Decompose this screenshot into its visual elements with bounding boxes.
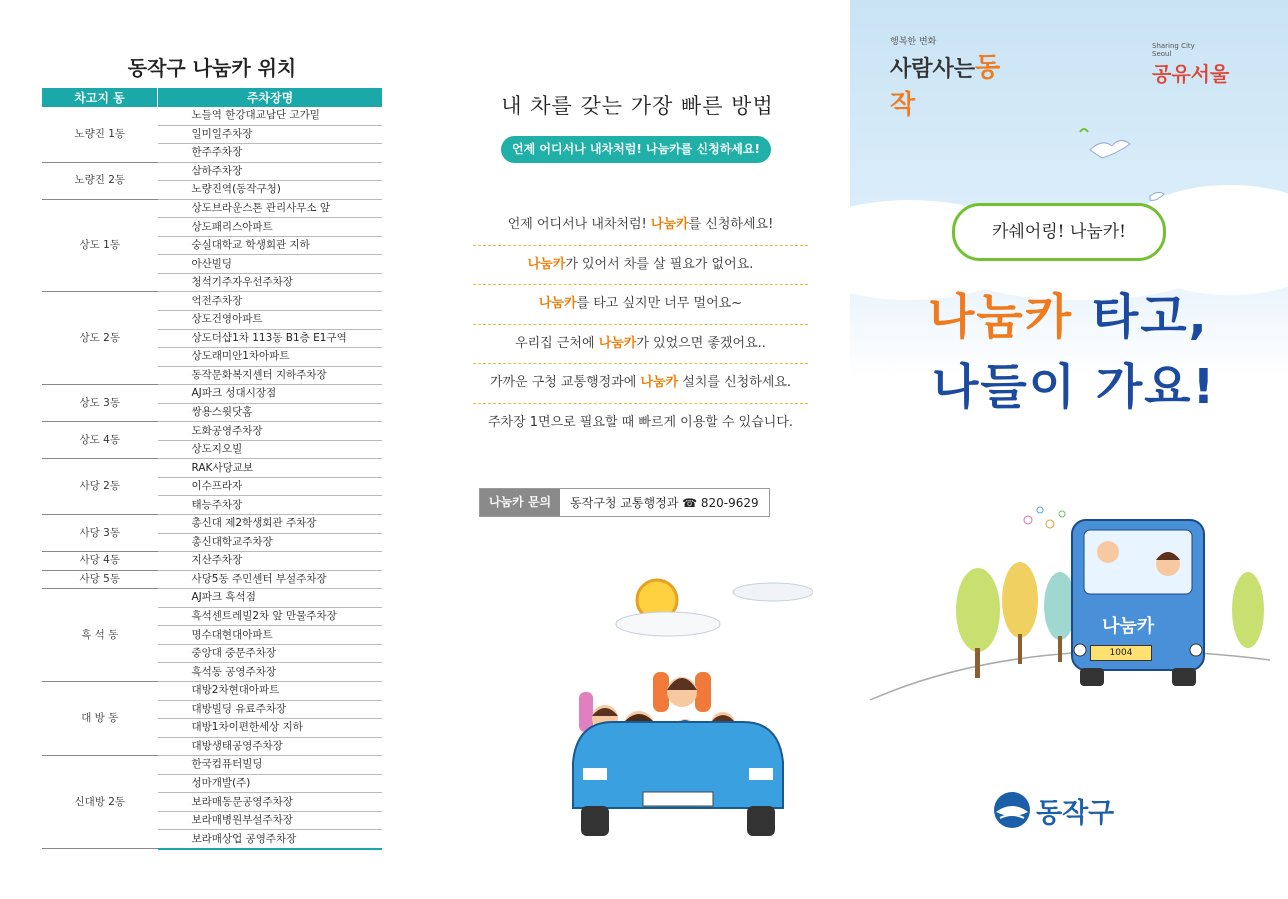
sharing-city-seoul-logo	[1152, 42, 1262, 87]
district-logo-text: 동작구	[1036, 797, 1115, 829]
lot-cell: 중앙대 중문주차장	[158, 644, 383, 663]
lot-cell: 상도지오빌	[158, 440, 383, 459]
table-row	[42, 552, 382, 571]
dong-cell: 노량진 2동	[42, 162, 158, 199]
phrase-brand: 나눔카	[640, 375, 679, 390]
lot-cell: 쌍용스윗닷홈	[158, 403, 383, 422]
lot-cell: 숭실대학교 학생회관 지하	[158, 236, 383, 255]
dong-cell: 사당 5동	[42, 570, 158, 589]
location-title: 동작구 나눔카 위치	[127, 56, 297, 80]
lot-cell: 사당5동 주민센터 부설주차장	[158, 570, 383, 589]
dong-cell: 사당 2동	[42, 459, 158, 515]
headline-brand: 나눔카	[928, 289, 1074, 345]
lot-cell: 한국컴퓨터빌딩	[158, 756, 383, 775]
lot-cell: 흑석센트레빌2차 앞 만물주차장	[158, 607, 383, 626]
lot-cell: 상도래미안1차아파트	[158, 348, 383, 367]
lot-cell: 보라매상업 공영주차장	[158, 830, 383, 849]
table-row	[42, 385, 382, 404]
dongjak-district-logo	[992, 790, 1114, 830]
lot-cell: 대방1차이편한세상 지하	[158, 719, 383, 738]
table-row	[42, 107, 382, 125]
phrase-item	[473, 364, 808, 404]
lot-cell: 억전주차장	[158, 292, 383, 311]
lot-cell: 상도건영아파트	[158, 311, 383, 330]
table-row	[42, 570, 382, 589]
phrase-pre: 우리집 근처에	[515, 335, 599, 351]
table-header-row	[42, 88, 382, 107]
slogan-bubble: 카쉐어링! 나눔카!	[952, 203, 1166, 261]
logo-right-ko: 공유서울	[1152, 62, 1230, 86]
phrase-brand: 나눔카	[527, 256, 566, 272]
dong-cell: 상도 1동	[42, 199, 158, 292]
location-table	[42, 88, 382, 850]
location-table-body	[42, 107, 382, 849]
left-panel	[0, 0, 425, 899]
dongjak-emblem-icon	[992, 790, 1032, 830]
lot-cell: 노들역 한강대교남단 고가밑	[158, 107, 383, 125]
lot-cell: 총신대학교주차장	[158, 533, 383, 552]
lot-cell: 태능주차장	[158, 496, 383, 515]
phrase-post: 가 있었으면 좋겠어요..	[636, 335, 766, 351]
mid-pill-banner: 언제 어디서나 내차처럼! 나눔카를 신청하세요!	[501, 136, 771, 163]
table-row	[42, 515, 382, 534]
phrase-item	[473, 285, 808, 325]
phrase-post: 를 타고 싶지만 너무 멀어요~	[576, 296, 743, 311]
lot-cell: 상도브라운스톤 관리사무소 앞	[158, 199, 383, 218]
contact-value: 동작구청 교통행정과 ☎ 820-9629	[570, 496, 759, 510]
table-row	[42, 756, 382, 775]
lot-cell: 상도패리스아파트	[158, 218, 383, 237]
dongjak-slogan-logo	[890, 34, 1020, 121]
dong-cell: 사당 3동	[42, 515, 158, 552]
lot-cell: 상도더샵1차 113동 B1층 E1구역	[158, 329, 383, 348]
dong-cell: 상도 2동	[42, 292, 158, 385]
dong-cell: 상도 3동	[42, 385, 158, 422]
lot-cell: 성마개발(주)	[158, 774, 383, 793]
table-row	[42, 459, 382, 478]
lot-cell: 명수대현대아파트	[158, 626, 383, 645]
lot-cell: 도화공영주차장	[158, 422, 383, 441]
lot-cell: 보라매병원부설주차장	[158, 811, 383, 830]
headline-line2: 나들이 가요!	[932, 359, 1217, 415]
phrase-brand: 나눔카	[538, 296, 577, 311]
lot-cell: 일미일주차장	[158, 125, 383, 144]
middle-panel	[425, 0, 850, 899]
mid-heading: 내 차를 갖는 가장 빠른 방법	[501, 94, 774, 118]
phrase-item-last: 주차장 1면으로 필요할 때 빠르게 이용할 수 있습니다.	[487, 414, 794, 430]
table-row	[42, 681, 382, 700]
phrase-pre: 가까운 구청 교통행정과에	[489, 375, 641, 390]
lot-cell: 흑석동 공영주차장	[158, 663, 383, 682]
car-family-illustration	[543, 572, 813, 842]
phrase-item	[473, 325, 808, 365]
logo-left-main: 사람사는	[890, 57, 976, 82]
lot-cell: 아산빌딩	[158, 255, 383, 274]
phrase-post: 가 있어서 차를 살 필요가 없어요.	[565, 256, 754, 272]
right-panel	[850, 0, 1288, 899]
headline-rest: 타고,	[1073, 289, 1209, 345]
dong-cell: 사당 4동	[42, 552, 158, 571]
dong-cell: 상도 4동	[42, 422, 158, 459]
header-lot: 주차장명	[158, 88, 383, 107]
lot-cell: 청석기주자우선주차장	[158, 273, 383, 292]
phrase-item	[473, 206, 808, 246]
lot-cell: 이수프라자	[158, 477, 383, 496]
table-row	[42, 162, 382, 181]
lot-cell: RAK사당교보	[158, 459, 383, 478]
logo-right-en2: Seoul	[1152, 50, 1172, 58]
lot-cell: 총신대 제2학생회관 주차장	[158, 515, 383, 534]
phrase-brand: 나눔카	[598, 335, 637, 351]
dong-cell: 신대방 2동	[42, 756, 158, 849]
phrase-item	[473, 246, 808, 286]
phrase-list	[473, 206, 808, 442]
lot-cell: AJ파크 흑석점	[158, 589, 383, 608]
table-row	[42, 422, 382, 441]
logo-right-en1: Sharing City	[1152, 42, 1195, 50]
header-dong: 차고지 동	[42, 88, 158, 107]
bus-hill-illustration	[850, 480, 1288, 720]
lot-cell: 대방2차현대아파트	[158, 681, 383, 700]
logo-left-small: 행복한 변화	[890, 37, 937, 47]
dong-cell: 흑 석 동	[42, 589, 158, 682]
lot-cell: 지산주차장	[158, 552, 383, 571]
table-row	[42, 589, 382, 608]
bus-plate: 1004	[1090, 645, 1152, 661]
bus-label: 나눔카	[1102, 616, 1155, 637]
phrase-post: 설치를 신청하세요.	[678, 375, 792, 390]
lot-cell: 한주주차장	[158, 144, 383, 163]
logo-left-accent: 동작	[890, 53, 1001, 120]
dong-cell: 노량진 1동	[42, 107, 158, 162]
table-row	[42, 199, 382, 218]
contact-box	[479, 488, 770, 517]
lot-cell: 대방빌딩 유료주차장	[158, 700, 383, 719]
lot-cell: 노량진역(동작구청)	[158, 181, 383, 200]
phrase-brand: 나눔카	[650, 217, 689, 232]
table-row	[42, 292, 382, 311]
headline-line1	[928, 278, 1209, 347]
lot-cell: AJ파크 성대시장점	[158, 385, 383, 404]
lot-cell: 삼하주차장	[158, 162, 383, 181]
lot-cell: 동작문화복지센터 지하주차장	[158, 366, 383, 385]
phrase-post: 를 신청하세요!	[688, 217, 774, 232]
lot-cell: 보라매동문공영주차장	[158, 793, 383, 812]
lot-cell: 대방생태공영주차장	[158, 737, 383, 756]
contact-label: 나눔카 문의	[480, 489, 560, 516]
phrase-pre: 언제 어디서나 내차처럼!	[507, 217, 651, 232]
dong-cell: 대 방 동	[42, 681, 158, 755]
